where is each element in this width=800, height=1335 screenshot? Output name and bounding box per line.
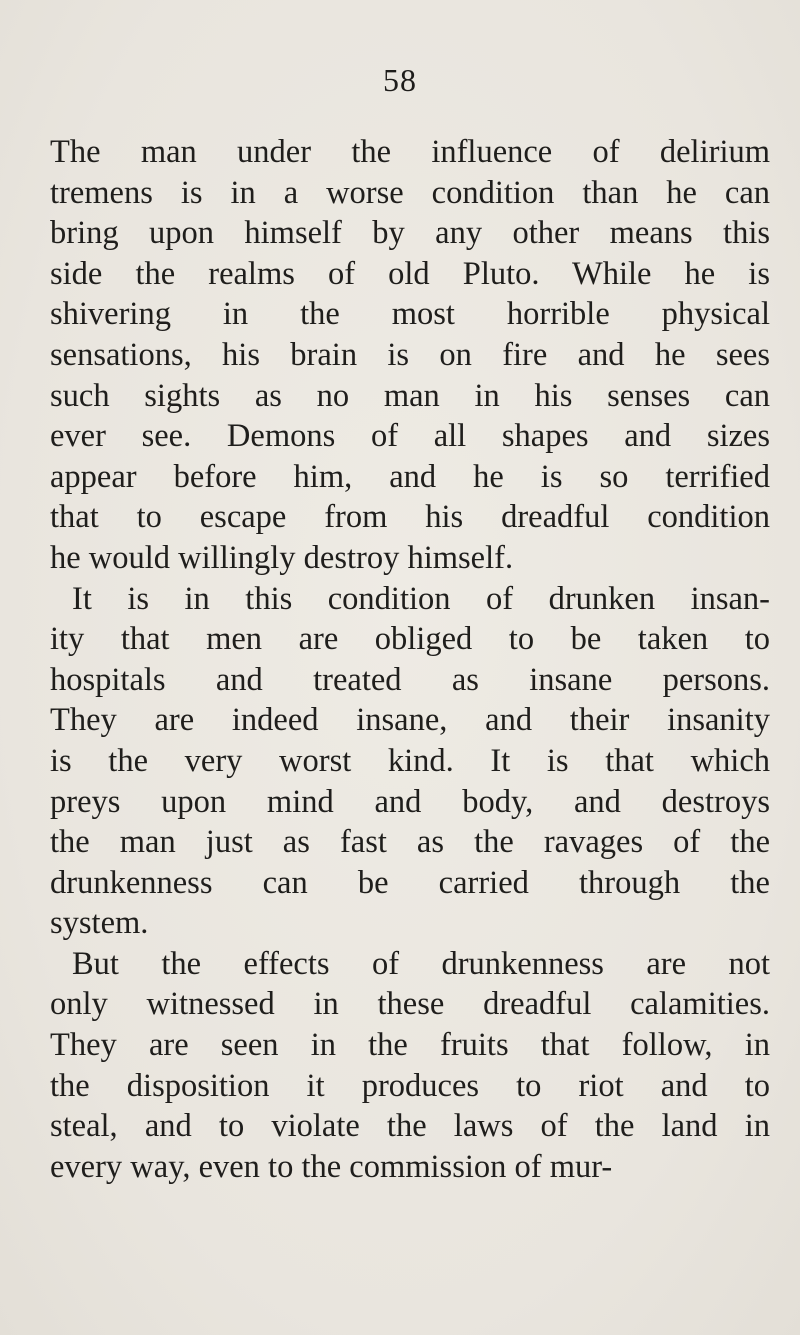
text-line: shivering in the most horrible physical (50, 296, 770, 333)
text-line: appear before him, and he is so terrified (50, 458, 770, 495)
text-line: only witnessed in these dreadful calamities. (50, 986, 770, 1023)
text-line: system. (50, 905, 149, 942)
text-line: steal, and to violate the laws of the land in (50, 1108, 770, 1145)
text-line: that to escape from his dreadful condition (50, 499, 770, 536)
text-line: bring upon himself by any other means this (50, 215, 770, 252)
text-line: ity that men are obliged to be taken to (50, 621, 770, 658)
text-line: sensations, his brain is on fire and he sees (50, 336, 770, 373)
text-line: They are indeed insane, and their insanity (50, 702, 770, 739)
text-line: The man under the influence of delirium (50, 134, 770, 170)
text-line: side the realms of old Pluto. While he is (50, 255, 770, 292)
text-line: hospitals and treated as insane persons. (50, 661, 770, 698)
text-line: he would willingly destroy himself. (50, 539, 514, 576)
paragraph-start-line: But the effects of drunkenness are not (72, 945, 770, 982)
text-line: is the very worst kind. It is that which (50, 742, 770, 779)
text-line: drunkenness can be carried through the (50, 864, 770, 901)
text-line: preys upon mind and body, and destroys (50, 783, 770, 820)
text-line: the man just as fast as the ravages of the (50, 824, 770, 861)
text-line: every way, even to the commission of mur- (50, 1148, 613, 1185)
text-line: tremens is in a worse condition than he can (50, 174, 770, 211)
text-line: such sights as no man in his senses can (50, 377, 770, 414)
text-line: ever see. Demons of all shapes and sizes (50, 418, 770, 455)
text-line: the disposition it produces to riot and to (50, 1067, 770, 1104)
text-line: They are seen in the fruits that follow, in (50, 1027, 770, 1064)
body-text (50, 132, 770, 1187)
paragraph-start-line: It is in this condition of drunken insan- (72, 580, 770, 617)
page-number: 58 (383, 62, 417, 98)
